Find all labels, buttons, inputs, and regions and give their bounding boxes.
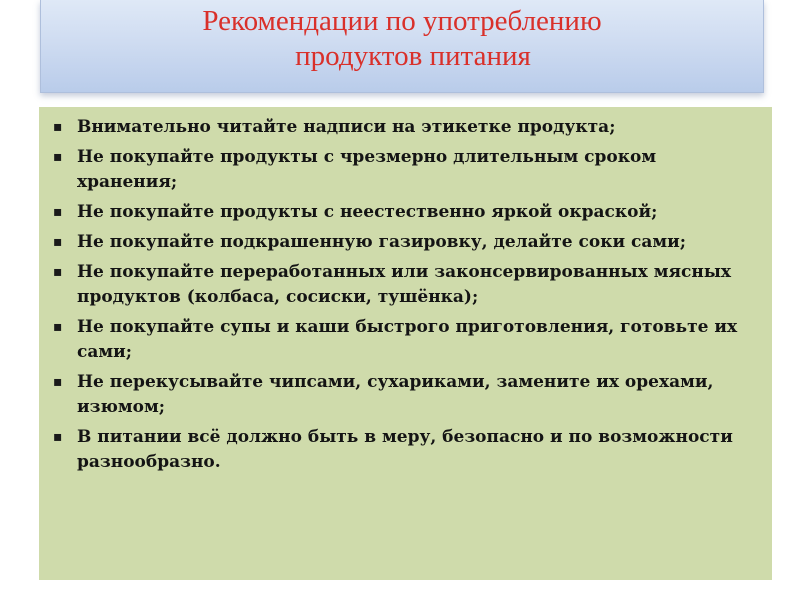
- recommendations-list: [39, 107, 772, 475]
- list-item-text: Не покупайте переработанных или законсервированных мясных продуктов (колбаса, сосиски, тушёнка);: [77, 262, 731, 307]
- list-item-text: Не покупайте подкрашенную газировку, делайте соки сами;: [77, 232, 687, 252]
- square-bullet-icon: ▪: [53, 264, 63, 280]
- list-item: [53, 260, 754, 310]
- list-item-text: Не покупайте супы и каши быстрого приготовления, готовьте их сами;: [77, 317, 738, 362]
- recommendations-panel: [39, 107, 772, 580]
- square-bullet-icon: ▪: [53, 119, 63, 135]
- list-item: [53, 145, 754, 195]
- square-bullet-icon: ▪: [53, 429, 63, 445]
- square-bullet-icon: ▪: [53, 319, 63, 335]
- list-item-text: Не перекусывайте чипсами, сухариками, замените их орехами, изюмом;: [77, 372, 714, 417]
- slide-title: [41, 4, 763, 74]
- list-item: [53, 230, 754, 255]
- title-banner: [40, 0, 764, 93]
- list-item-text: Внимательно читайте надписи на этикетке продукта;: [77, 117, 616, 137]
- list-item: [53, 425, 754, 475]
- title-line-1: Рекомендации по употреблению: [202, 5, 602, 37]
- list-item-text: Не покупайте продукты с чрезмерно длительным сроком хранения;: [77, 147, 657, 192]
- title-line-2: продуктов питания: [295, 40, 531, 72]
- list-item-text: В питании всё должно быть в меру, безопасно и по возможности разнообразно.: [77, 427, 733, 472]
- square-bullet-icon: ▪: [53, 234, 63, 250]
- square-bullet-icon: ▪: [53, 204, 63, 220]
- list-item: [53, 315, 754, 365]
- list-item-text: Не покупайте продукты с неестественно яркой окраской;: [77, 202, 658, 222]
- square-bullet-icon: ▪: [53, 374, 63, 390]
- square-bullet-icon: ▪: [53, 149, 63, 165]
- list-item: [53, 200, 754, 225]
- list-item: [53, 115, 754, 140]
- list-item: [53, 370, 754, 420]
